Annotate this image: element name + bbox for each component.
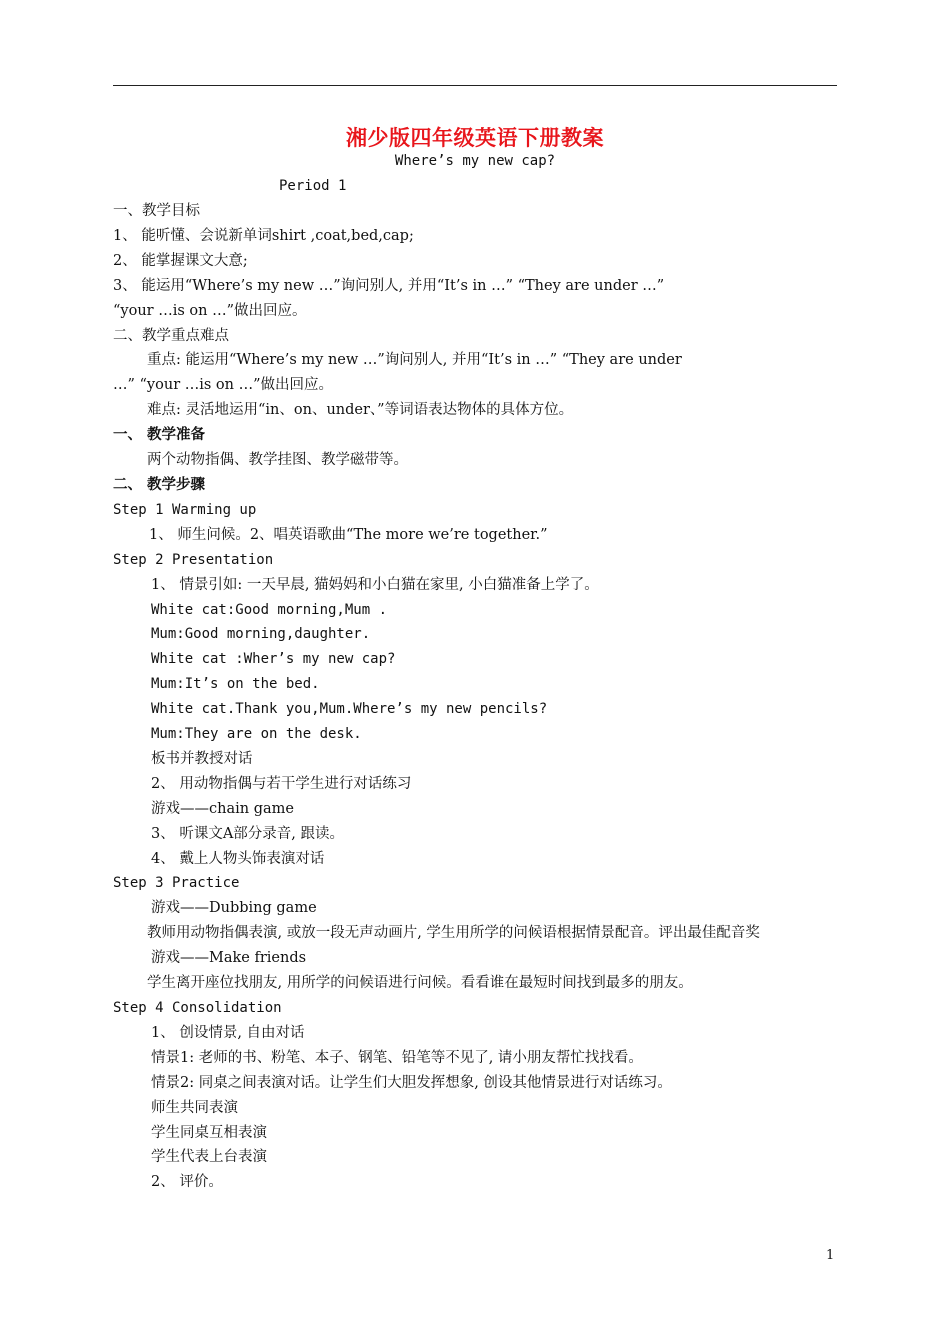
step-heading: Step 2 Presentation (113, 551, 274, 568)
step-line: 学生同桌互相表演 (151, 1124, 267, 1141)
step-line: 游戏——Make friends (151, 950, 307, 967)
step-line: 4、 戴上人物头饰表演对话 (151, 850, 325, 867)
step-line: 1、 师生问候。2、唱英语歌曲“The more we’re together.” (149, 526, 548, 543)
objective-line-continued: “your …is on …”做出回应。 (113, 302, 307, 319)
section-heading: 一、 教学准备 (113, 426, 206, 444)
step-paragraph: 教师用动物指偶表演, 或放一段无声动画片, 学生用所学的问候语根据情景配音。评出最佳配音奖 (147, 925, 760, 942)
key-point-line: 重点: 能运用“Where’s my new …”询问别人, 并用“It’s in …” “They are under (147, 352, 682, 369)
objective-line: 1、 能听懂、会说新单词shirt ,coat,bed,cap; (113, 227, 414, 244)
dialogue-line: Mum:They are on the desk. (151, 726, 362, 743)
section-heading: 二、 教学步骤 (113, 475, 206, 493)
dialogue-line: White cat :Wher’s my new cap? (151, 651, 396, 668)
dialogue-line: Mum:Good morning,daughter. (151, 626, 371, 643)
dialogue-line: White cat.Thank you,Mum.Where’s my new pencils? (151, 701, 548, 718)
page-number: 1 (826, 1248, 835, 1263)
lesson-subtitle: Where’s my new cap? (394, 153, 556, 169)
step-line: 3、 听课文A部分录音, 跟读。 (151, 825, 345, 842)
dialogue-line: White cat:Good morning,Mum . (151, 601, 388, 618)
step-line: 情景2: 同桌之间表演对话。让学生们大胆发挥想象, 创设其他情景进行对话练习。 (151, 1074, 672, 1091)
step-line: 游戏——Dubbing game (151, 900, 317, 917)
difficult-point-line: 难点: 灵活地运用“in、on、under、”等词语表达物体的具体方位。 (147, 402, 574, 419)
section-heading: 二、教学重点难点 (113, 327, 229, 344)
objective-line: 3、 能运用“Where’s my new …”询问别人, 并用“It’s in …” “They are under …” (113, 277, 665, 294)
step-paragraph: 学生离开座位找朋友, 用所学的问候语进行问候。看看谁在最短时间找到最多的朋友。 (147, 975, 693, 992)
key-point-line-continued: …” “your …is on …”做出回应。 (113, 377, 334, 394)
step-line: 2、 评价。 (151, 1174, 223, 1191)
preparation-line: 两个动物指偶、教学挂图、教学磁带等。 (147, 452, 408, 469)
section-heading: 一、教学目标 (113, 203, 200, 219)
step-heading: Step 4 Consolidation (113, 1000, 282, 1016)
step-line: 学生代表上台表演 (151, 1149, 267, 1166)
step-line: 2、 用动物指偶与若干学生进行对话练习 (151, 775, 412, 792)
step-line: 板书并教授对话 (151, 750, 253, 767)
step-line: 师生共同表演 (151, 1099, 238, 1116)
step-line: 情景1: 老师的书、粉笔、本子、钢笔、铅笔等不见了, 请小朋友帮忙找找看。 (151, 1049, 643, 1066)
step-line: 游戏——chain game (151, 800, 294, 817)
objective-line: 2、 能掌握课文大意; (113, 252, 248, 269)
step-heading: Step 3 Practice (113, 875, 240, 892)
step-line: 1、 情景引如: 一天早晨, 猫妈妈和小白猫在家里, 小白猫准备上学了。 (151, 576, 599, 593)
period-label: Period 1 (279, 178, 347, 194)
step-heading: Step 1 Warming up (113, 501, 257, 518)
header-rule (113, 85, 837, 86)
step-line: 1、 创设情景, 自由对话 (151, 1024, 305, 1041)
document-title: 湘少版四年级英语下册教案 (346, 126, 604, 150)
dialogue-line: Mum:It’s on the bed. (151, 676, 320, 693)
lesson-plan-body (113, 199, 837, 1195)
